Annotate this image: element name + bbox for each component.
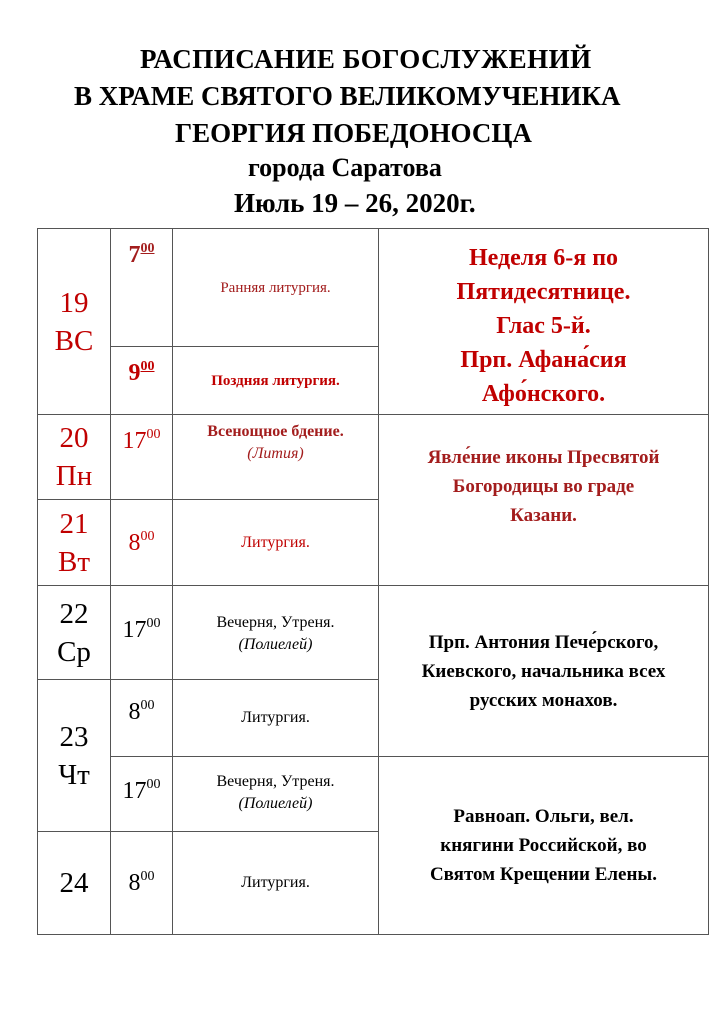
service-cell: Поздняя литургия.	[173, 347, 379, 415]
service-cell: Литургия.	[173, 680, 379, 757]
day-cell-19: 19 ВС	[38, 229, 111, 415]
time-cell: $17^{00}$	[111, 415, 173, 500]
title-line-2: В ХРАМЕ СВЯТОГО ВЕЛИКОМУЧЕНИКА	[74, 81, 621, 111]
feast-cell-20-21: Явле́ние иконы Пресвятой Богородицы во граде Казани.	[379, 415, 709, 586]
time-cell: $9^{00}$	[111, 347, 173, 415]
feast-cell-23-24: Равноап. Ольги, вел. княгини Российской, во Святом Крещении Елены.	[379, 757, 709, 935]
time-cell: $8^{00}$	[111, 680, 173, 757]
service-cell: Вечерня, Утреня. (Полиелей)	[173, 757, 379, 832]
city-line: города Саратова	[248, 153, 442, 182]
table-row	[38, 229, 709, 347]
schedule-table	[37, 228, 709, 935]
date-range: Июль 19 – 26, 2020г.	[234, 188, 476, 218]
feast-cell-19: Неделя 6-я по Пятидесятнице. Глас 5-й. Прп. Афана́сия Афо́нского.	[379, 229, 709, 415]
time-cell: $17^{00}$	[111, 586, 173, 680]
service-cell: Вечерня, Утреня. (Полиелей)	[173, 586, 379, 680]
table-row	[38, 586, 709, 680]
table-row	[38, 757, 709, 832]
day-cell-22: 22 Ср	[38, 586, 111, 680]
title-line-1: РАСПИСАНИЕ БОГОСЛУЖЕНИЙ	[140, 44, 592, 74]
service-cell: Ранняя литургия.	[173, 229, 379, 347]
feast-cell-22: Прп. Антония Пече́рского, Киевского, начальника всех русских монахов.	[379, 586, 709, 757]
table-row	[38, 415, 709, 500]
day-cell-23: 23 Чт	[38, 680, 111, 832]
day-cell-21: 21 Вт	[38, 500, 111, 586]
service-cell: Литургия.	[173, 832, 379, 935]
time-cell: $8^{00}$	[111, 500, 173, 586]
time-cell: $17^{00}$	[111, 757, 173, 832]
day-cell-20: 20 Пн	[38, 415, 111, 500]
time-cell: $8^{00}$	[111, 832, 173, 935]
service-cell: Всенощное бдение. (Лития)	[173, 415, 379, 500]
day-cell-24: 24	[38, 832, 111, 935]
time-cell: $7^{00}$	[111, 229, 173, 347]
title-line-3: ГЕОРГИЯ ПОБЕДОНОСЦА	[175, 118, 532, 148]
service-cell: Литургия.	[173, 500, 379, 586]
